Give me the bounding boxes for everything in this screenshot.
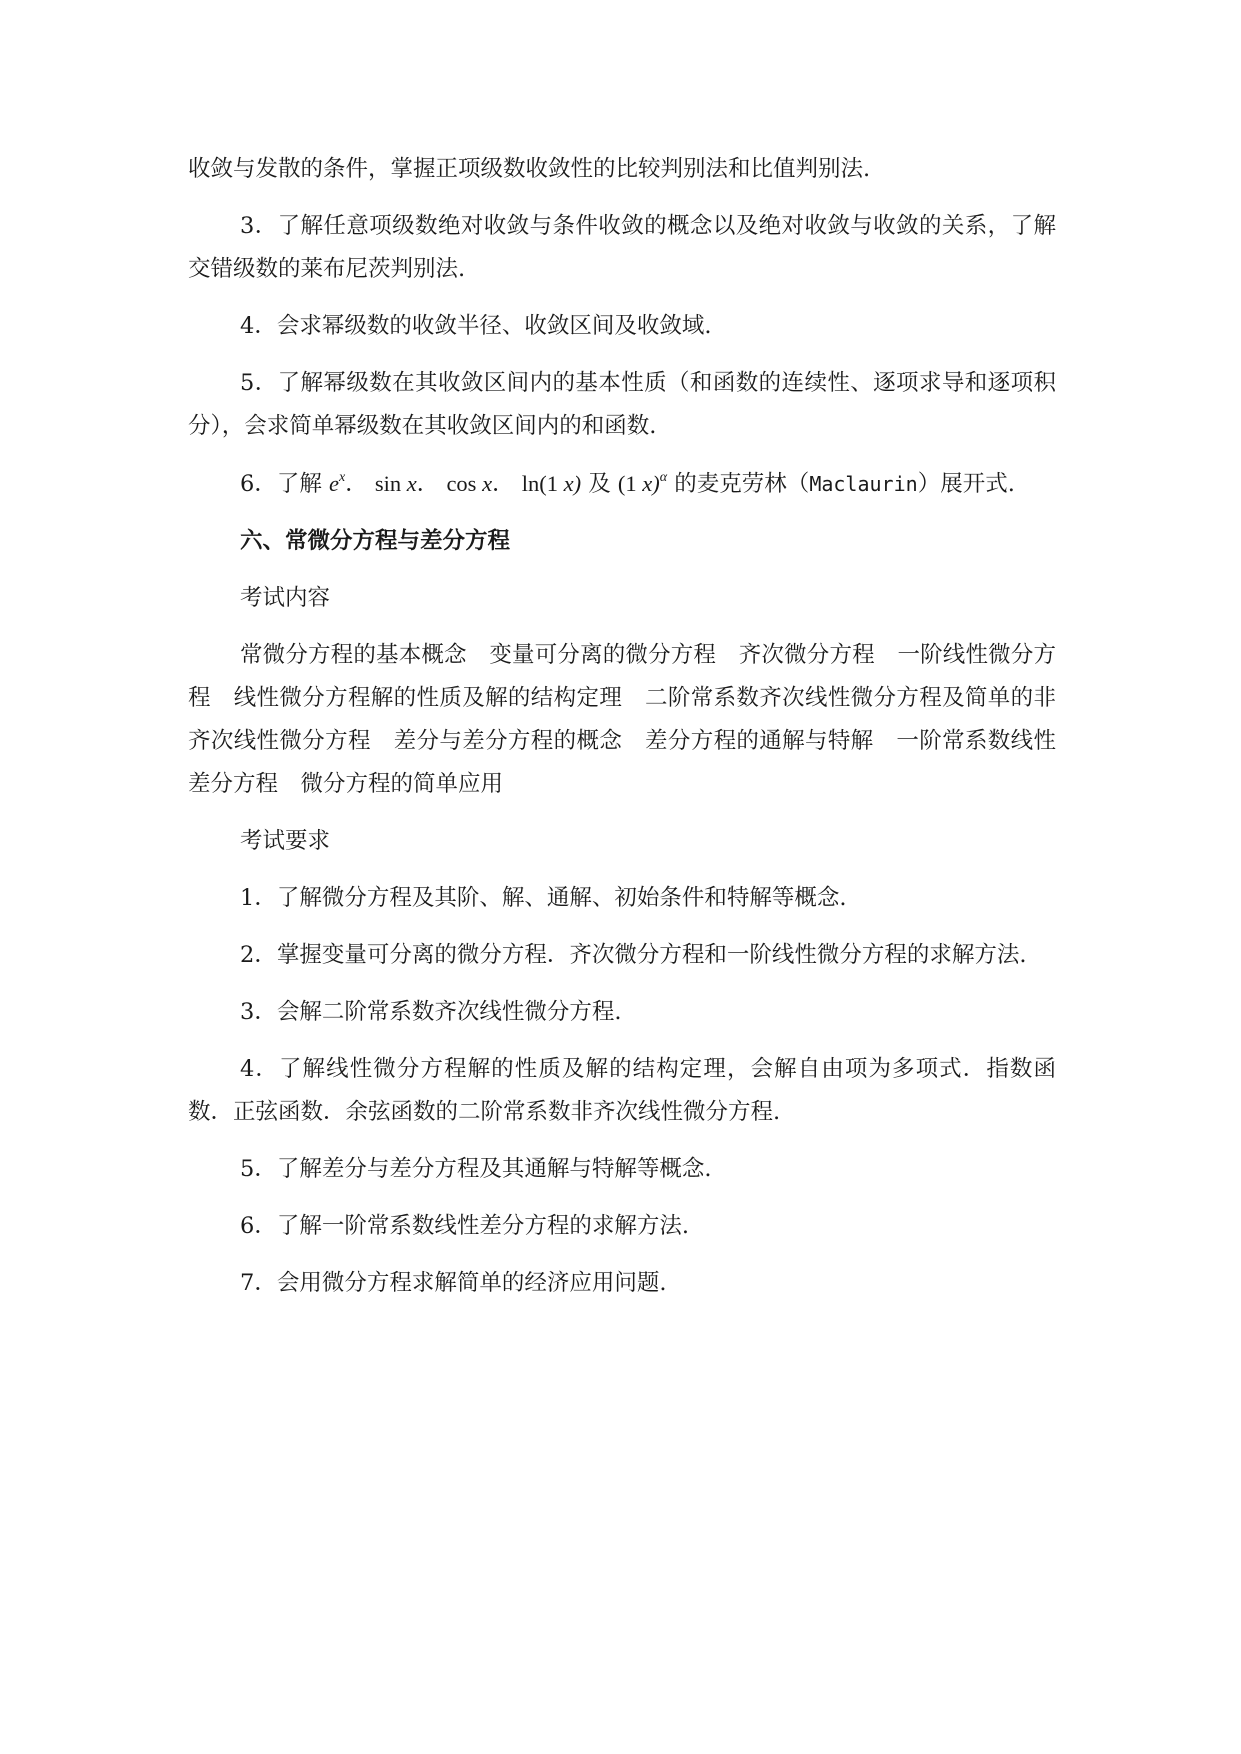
paragraph-convergence-conditions: 收敛与发散的条件，掌握正项级数收敛性的比较判别法和比值判别法. [188,156,871,182]
requirement-3: 3．会解二阶常系数齐次线性微分方程. [240,999,622,1025]
section-heading: 六、常微分方程与差分方程 [240,528,511,554]
separator: ． [345,471,368,497]
requirement-4: 4．了解线性微分方程解的性质及解的结构定理，会解自由项为多项式．指数函数．正弦函数．余弦函数的二阶常系数非齐次线性微分方程. [188,1056,1056,1125]
requirement-item-3: 3．了解任意项级数绝对收敛与条件收敛的概念以及绝对收敛与收敛的关系，了解交错级数的莱布尼茨判别法. [188,213,1056,282]
exp-function: $e^x$ [328,469,346,496]
requirement-5: 5．了解差分与差分方程及其通解与特解等概念. [240,1156,712,1182]
requirement-item-5: 5．了解幂级数在其收敛区间内的基本性质（和函数的连续性、逐项求导和逐项积分），会求简单幂级数在其收敛区间内的和函数. [188,370,1056,439]
requirement-6: 6．了解一阶常系数线性差分方程的求解方法. [240,1213,689,1239]
document-page [188,148,1056,1319]
exam-content-label: 考试内容 [240,585,331,611]
item-6-suffix: 的麦克劳林（ [674,471,810,497]
requirement-item-6 [188,462,1056,506]
power-function: (1 x)$^\alpha$ [617,469,668,496]
requirement-item-4: 4．会求幂级数的收敛半径、收敛区间及收敛域. [240,313,712,339]
separator: ． [416,471,440,497]
item-6-prefix: 6．了解 [240,471,322,497]
requirement-1: 1．了解微分方程及其阶、解、通解、初始条件和特解等概念. [240,885,847,911]
requirement-7: 7．会用微分方程求解简单的经济应用问题. [240,1270,667,1296]
item-6-end: ）展开式. [917,471,1015,497]
cos-function: cos x [446,471,493,496]
separator: ． [492,471,515,497]
requirement-2: 2．掌握变量可分离的微分方程．齐次微分方程和一阶线性微分方程的求解方法. [240,942,1027,968]
sin-function: sin x [374,471,417,496]
conjunction: 及 [588,471,611,497]
ln-function: ln(1 x) [521,471,582,496]
exam-requirements-label: 考试要求 [240,828,331,854]
exam-content-text: 常微分方程的基本概念 变量可分离的微分方程 齐次微分方程 一阶线性微分方程 线性微分方程解的性质及解的结构定理 二阶常系数齐次线性微分方程及简单的非齐次线性微分方程 差分与差分方程的概念 差分方程的通解与特解 一阶常系数线性差分方程 微分方程的简单应用 [188,642,1056,797]
maclaurin-term: Maclaurin [809,472,918,496]
